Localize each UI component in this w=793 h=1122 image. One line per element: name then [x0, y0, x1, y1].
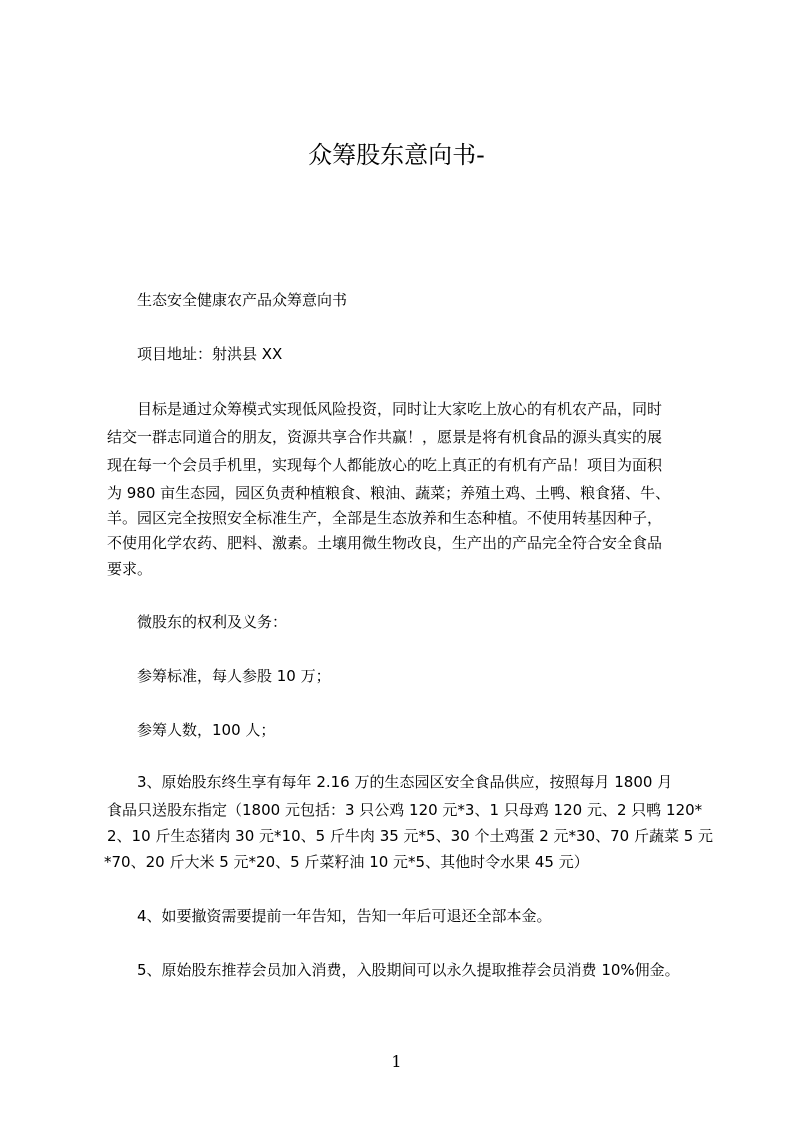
document-title: 众筹股东意向书- — [308, 141, 485, 169]
goal-line: 结交一群志同道合的朋友，资源共享合作共赢！，愿景是将有机食品的源头真实的展 — [107, 428, 663, 446]
item-5: 5、原始股东推荐会员加入消费，入股期间可以永久提取推荐会员消费 10%佣金。 — [137, 961, 680, 979]
goal-line: 目标是通过众筹模式实现低风险投资，同时让大家吃上放心的有机农产品，同时 — [137, 400, 663, 418]
participation-standard: 参筹标准，每人参股 10 万； — [137, 667, 331, 685]
participant-count: 参筹人数，100 人； — [137, 721, 276, 739]
goal-line: 羊。园区完全按照安全标准生产，全部是生态放养和生态种植。不使用转基因种子， — [107, 509, 663, 527]
goal-line: 现在每一个会员手机里，实现每个人都能放心的吃上真正的有机有产品！项目为面积 — [107, 456, 663, 474]
item3-line: 2、10 斤生态猪肉 30 元*10、5 斤牛肉 35 元*5、30 个土鸡蛋 2 元*30、70 斤蔬菜 5 元 — [107, 827, 714, 845]
item3-line: *70、20 斤大米 5 元*20、5 斤菜籽油 10 元*5、其他时令水果 45 元） — [104, 853, 589, 871]
document-subtitle: 生态安全健康农产品众筹意向书 — [137, 291, 348, 309]
goal-line: 为 980 亩生态园，园区负责种植粮食、粮油、蔬菜；养殖土鸡、土鸭、粮食猪、牛、 — [107, 484, 671, 502]
item3-line: 3、原始股东终生享有每年 2.16 万的生态园区安全食品供应，按照每月 1800 月 — [137, 773, 673, 791]
rights-heading: 微股东的权利及义务： — [137, 613, 288, 631]
item3-line: 食品只送股东指定（1800 元包括：3 只公鸡 120 元*3、1 只母鸡 120 元、2 只鸭 120* — [107, 801, 703, 819]
goal-line: 要求。 — [107, 560, 153, 578]
goal-line: 不使用化学农药、肥料、激素。土壤用微生物改良，生产出的产品完全符合安全食品 — [107, 534, 663, 552]
page-number: 1 — [391, 1052, 402, 1071]
item-4: 4、如要撤资需要提前一年告知，告知一年后可退还全部本金。 — [137, 907, 552, 925]
project-address: 项目地址：射洪县 XX — [137, 345, 283, 363]
